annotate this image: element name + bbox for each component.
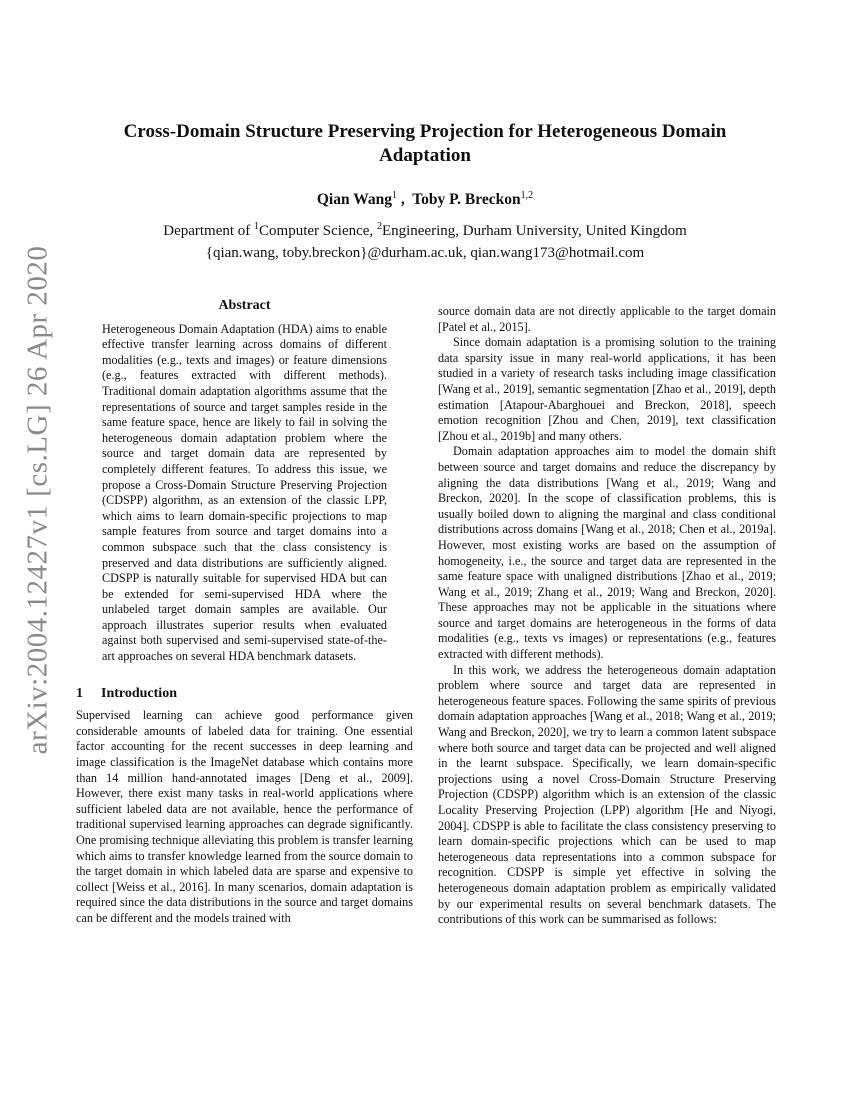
affiliation-line (80, 216, 770, 242)
author-affil-marker: 1,2 (520, 190, 534, 201)
affiliation-prefix: Department of (163, 223, 255, 239)
right-column (438, 304, 776, 928)
affiliation-dept: Engineering, Durham University, United Kingdom (381, 223, 687, 239)
abstract-heading: Abstract (218, 298, 271, 313)
paragraph: Since domain adaptation is a promising solution to the training data sparsity issue in many real-world applications, it has been studied in a variety of research tasks including image classification [Wang et al., 2019], semantic segmentation [Zhao et al., 2019], depth estimation [Atapour-Abarghouei and Breckon, 2018], speech emotion recognition [Zhou and Chen, 2019], text classification [Zhou et al., 2019b] and many others. (438, 335, 776, 443)
author-separator: , (396, 191, 413, 209)
section-title: Introduction (101, 685, 177, 701)
paper-title: Cross-Domain Structure Preserving Projection for Heterogeneous Domain Adaptation (123, 121, 727, 166)
arxiv-stamp (14, 245, 62, 755)
paragraph: source domain data are not directly applicable to the target domain [Patel et al., 2015]. (438, 304, 776, 334)
author-name: Toby P. Breckon (412, 191, 521, 209)
author-line (100, 190, 750, 209)
affiliation-marker: 2 (376, 221, 382, 232)
author-affil-marker: 1 (391, 190, 397, 201)
arxiv-stamp-text: arXiv:2004.12427v1 [cs.LG] 26 Apr 2020 (21, 245, 54, 755)
intro-paragraph: Supervised learning can achieve good performance given considerable amounts of labeled data for training. One essential factor accounting for the recent successes in deep learning and image classification is the ImageNet database which contains more than 14 million hand-annotated images [Deng et al., 2009]. However, there exist many tasks in real-world applications where sufficient labeled data are not available, hence the performance of traditional supervised learning approaches can degrade significantly. One promising technique alleviating this problem is transfer learning which aims to transfer knowledge learned from the source domain to the target domain in which labeled data are sparse and expensive to collect [Weiss et al., 2016]. In many scenarios, domain adaptation is required since the data distributions in the source and target domains can be different and the models trained with (76, 708, 413, 925)
paragraph: In this work, we address the heterogeneous domain adaptation problem where source and target data are represented in heterogeneous feature spaces. Following the same spirits of previous domain adaptation approaches [Wang et al., 2018; Wang et al., 2019; Wang and Breckon, 2020], we try to learn a common latent subspace where both source and target data can be projected and well aligned in the learnt subspace. Specifically, we learn domain-specific projections using a novel Cross-Domain Structure Preserving Projection (CDSPP) algorithm which is an extension of the classic Locality Preserving Projection (LPP) algorithm [He and Niyogi, 2004]. CDSPP is able to facilitate the class consistency preserving to learn domain-specific projections which can be used to map heterogeneous data representations into a common subspace for recognition. CDSPP is simple yet effective in solving the heterogeneous domain adaptation problem as empirically validated by our experimental results on several benchmark datasets. The contributions of this work can be summarised as follows: (438, 662, 776, 927)
affiliation-marker: 1 (254, 221, 260, 232)
author-name: Qian Wang (316, 191, 392, 209)
section-number: 1 (76, 685, 83, 701)
affiliation-block (80, 216, 770, 264)
affiliation-dept: Computer Science, (259, 223, 377, 239)
left-column (76, 298, 413, 927)
email-line: {qian.wang, toby.breckon}@durham.ac.uk, qian.wang173@hotmail.com (205, 245, 645, 261)
paragraph: Domain adaptation approaches aim to model the domain shift between source and target domains and reduce the discrepancy by aligning the data distributions [Wang et al., 2019; Wang and Breckon, 2020]. In the scope of classification problems, this is usually boiled down to aligning the marginal and class conditional distributions across domains [Wang et al., 2018; Chen et al., 2019a]. However, most existing works are based on the assumption of homogeneity, i.e., the source and target data are represented in the same feature space with unaligned distributions [Zhao et al., 2019; Wang et al., 2019; Zhang et al., 2019; Wang and Breckon, 2020]. These approaches may not be applicable in the situations where source and target domains are heterogeneous in the forms of data modalities (e.g., texts vs images) or representations (e.g., features extracted with different methods). (438, 444, 776, 662)
section-heading (76, 686, 413, 702)
abstract-body: Heterogeneous Domain Adaptation (HDA) aims to enable effective transfer learning across domains of different modalities (e.g., texts and images) or feature dimensions (e.g., features extracted with different methods). Traditional domain adaptation algorithms assume that the representations of source and target samples reside in the same feature space, hence are likely to fail in solving the heterogeneous domain adaptation problem where the source and target domain data are represented by completely different features. To address this issue, we propose a Cross-Domain Structure Preserving Projection (CDSPP) algorithm, as an extension of the classic LPP, which aims to learn domain-specific projections to map sample features from source and target domains into a common subspace such that the class consistency is preserved and data distributions are sufficiently aligned. CDSPP is naturally suitable for supervised HDA but can be extended for semi-supervised HDA where the unlabeled target domain samples are available. Our approach illustrates superior results when evaluated against both supervised and semi-supervised state-of-the-art approaches on several HDA benchmark datasets. (102, 321, 387, 664)
